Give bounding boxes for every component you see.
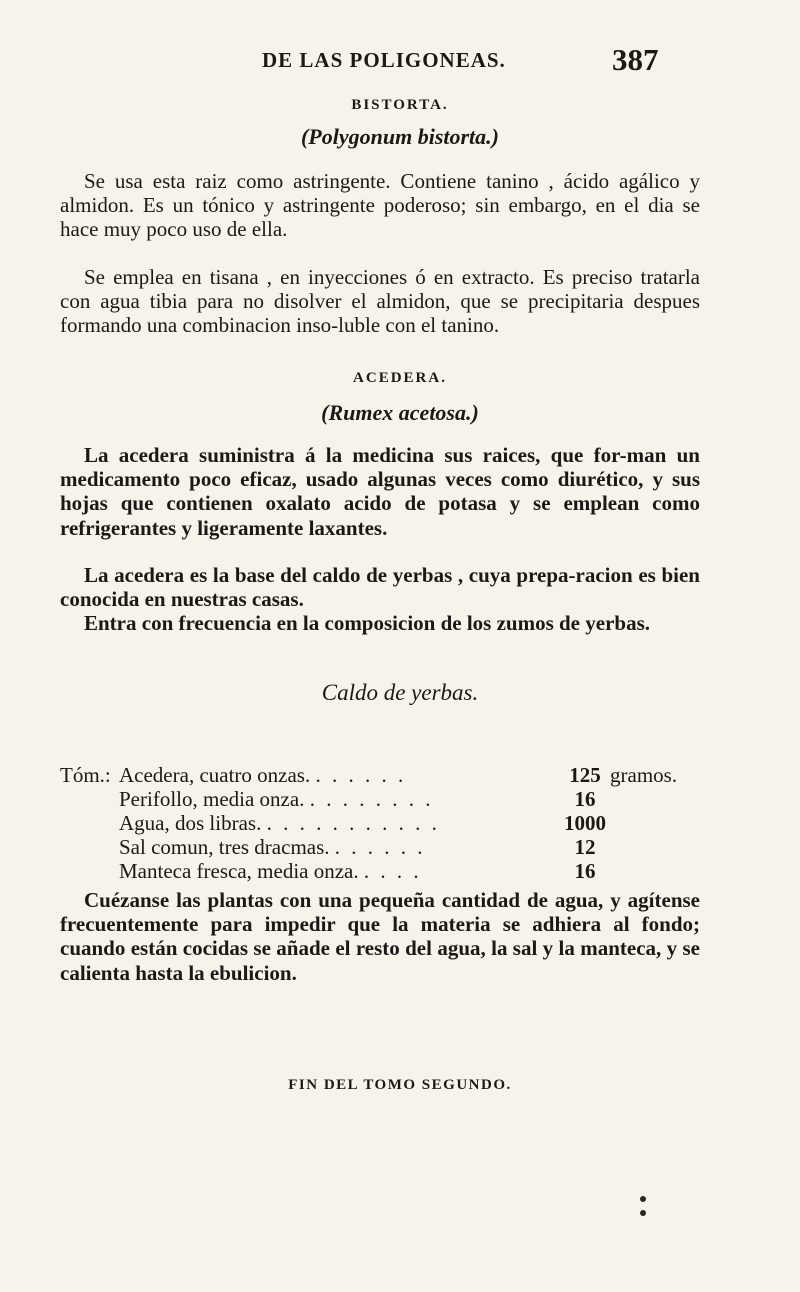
recipe-title: Caldo de yerbas. [321, 680, 479, 705]
recipe-item-qty: 16 [574, 787, 596, 811]
running-title: DE LAS POLIGONEAS. [262, 48, 506, 72]
ink-dot [640, 1196, 646, 1202]
ink-dots [640, 1196, 650, 1224]
section-heading-bistorta: BISTORTA. [351, 97, 449, 113]
latin-name-bistorta: (Polygonum bistorta.) [300, 124, 499, 149]
recipe-item-dots: . . . . . . [315, 763, 407, 787]
recipe-item [119, 787, 433, 812]
recipe-item [119, 763, 406, 788]
recipe-item-qty: 1000 [564, 811, 606, 835]
section-heading-acedera: ACEDERA. [353, 370, 447, 386]
recipe-item-dots: . . . . . . . . . . . [266, 811, 440, 835]
latin-name-acedera: (Rumex acetosa.) [321, 400, 479, 425]
recipe-item-dots: . . . . . . . . [309, 787, 434, 811]
page-number: 387 [612, 42, 659, 77]
end-of-volume-mark: FIN DEL TOMO SEGUNDO. [288, 1077, 512, 1093]
recipe-item-qty: 12 [574, 835, 596, 859]
recipe-item-name: Agua, dos libras. [119, 811, 262, 835]
paragraph-acedera-1: La acedera suministra á la medicina sus raices, que for-man un medicamento poco eficaz, usado algunas veces como diurético, y sus hojas que contienen oxalato acido de potasa y se emplean como refrigerantes y ligeramente laxantes. [60, 443, 700, 540]
recipe-row [60, 787, 700, 811]
paragraph-bistorta-2: Se emplea en tisana , en inyecciones ó en extracto. Es preciso tratarla con agua tibia para no disolver el almidon, que se precipitaria despues formando una combinacion inso-luble con el tanino. [60, 265, 700, 338]
recipe-row [60, 859, 700, 883]
recipe-lead: Tóm.: [60, 763, 111, 787]
recipe-item-qty: 16 [574, 859, 596, 883]
recipe-item [119, 859, 422, 884]
running-head [0, 42, 800, 82]
recipe-row [60, 835, 700, 859]
recipe-item-dots: . . . . [363, 859, 422, 883]
recipe-item-name: Acedera, cuatro onzas. [119, 763, 311, 787]
recipe-item-name: Perifollo, media onza. [119, 787, 305, 811]
recipe-row [60, 811, 700, 835]
recipe-item-name: Manteca fresca, media onza. [119, 859, 359, 883]
recipe-item [119, 835, 426, 860]
recipe-item [119, 811, 440, 836]
paragraph-bistorta-1: Se usa esta raiz como astringente. Contiene tanino , ácido agálico y almidon. Es un tónico y astringente poderoso; sin embargo, en el dia se hace muy poco uso de ella. [60, 169, 700, 242]
paragraph-acedera-2: La acedera es la base del caldo de yerbas , cuya prepa-racion es bien conocida en nuestras casas. [60, 563, 700, 612]
recipe-row [60, 763, 700, 787]
recipe-unit: gramos. [610, 763, 678, 787]
recipe-instructions: Cuézanse las plantas con una pequeña cantidad de agua, y agítense frecuentemente para impedir que la materia se adhiera al fondo; cuando están cocidas se añade el resto del agua, la sal y la manteca, y se calienta hasta la ebulicion. [60, 888, 700, 985]
recipe-item-qty: 125 [569, 763, 601, 787]
recipe-item-dots: . . . . . . [334, 835, 426, 859]
recipe-list [60, 763, 700, 883]
recipe-item-name: Sal comun, tres dracmas. [119, 835, 330, 859]
paragraph-acedera-3: Entra con frecuencia en la composicion de los zumos de yerbas. [84, 611, 650, 635]
ink-dot [640, 1210, 646, 1216]
